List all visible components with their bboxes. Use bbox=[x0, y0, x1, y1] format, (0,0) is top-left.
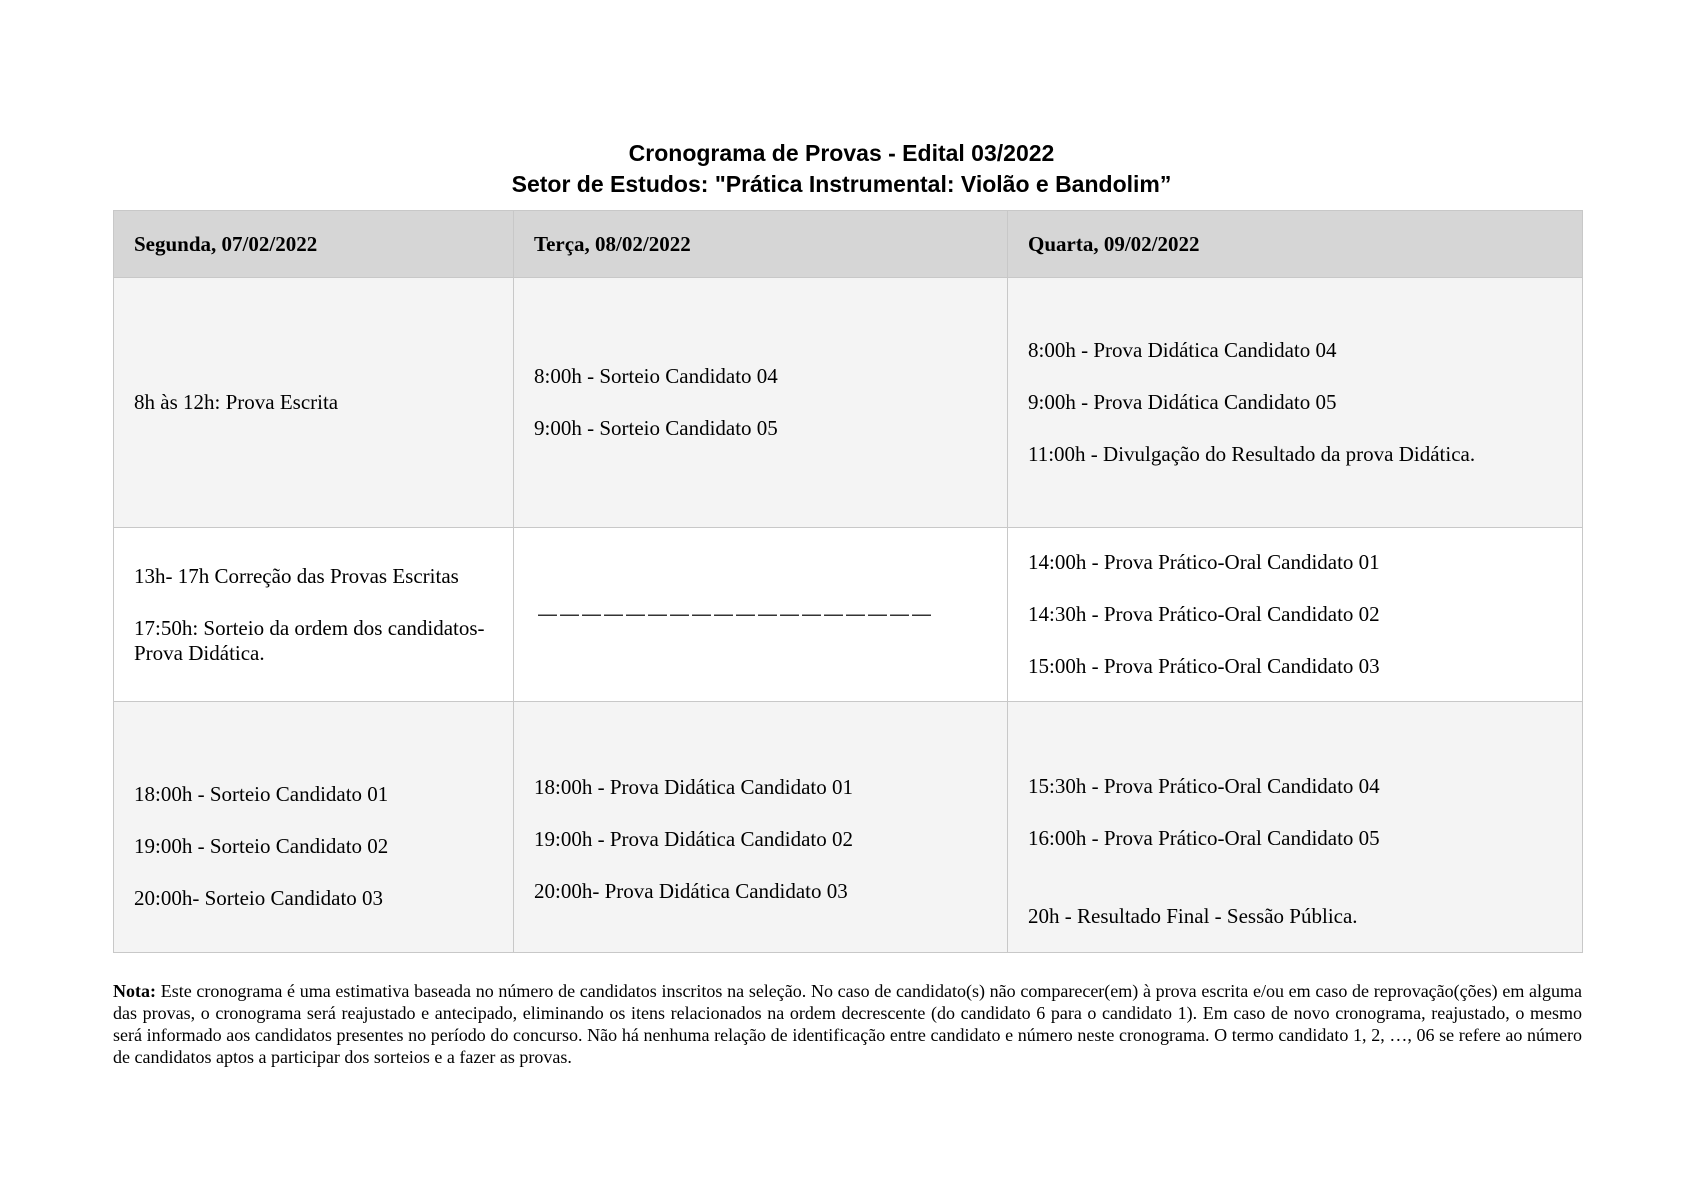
schedule-entry: 18:00h - Prova Didática Candidato 01 bbox=[534, 774, 854, 799]
cell-tuesday-afternoon bbox=[514, 528, 1008, 702]
title-line-2: Setor de Estudos: "Prática Instrumental: Violão e Bandolim” bbox=[511, 171, 1172, 197]
footnote bbox=[113, 980, 1582, 1068]
note-label: Nota: bbox=[113, 981, 156, 1001]
schedule-entry: 9:00h - Sorteio Candidato 05 bbox=[534, 416, 778, 440]
note-text: Este cronograma é uma estimativa baseada no número de candidatos inscritos na seleção. No caso de candidato(s) não comparecer(em) à prova escrita e/ou em caso de reprovação(ções) em alguma das provas, o cronograma será reajustado e antecipado, eliminando os itens relacionados na ordem decrescente (do candidato 6 para o candidato 1). Em caso de novo cronograma, reajustado, o mesmo será informado aos candidatos presentes no período do concurso. Não há nenhuma relação de identificação entre candidato e número neste cronograma. O termo candidato 1, 2, …, 06 se refere ao número de candidatos aptos a participar dos sorteios e a fazer as provas. bbox=[113, 981, 1582, 1067]
document-title bbox=[0, 138, 1683, 200]
cell-tuesday-morning bbox=[514, 278, 1008, 528]
schedule-entry: 20:00h- Prova Didática Candidato 03 bbox=[534, 878, 848, 903]
schedule-entry: 19:00h - Sorteio Candidato 02 bbox=[134, 833, 389, 858]
schedule-entry: 11:00h - Divulgação do Resultado da prova Didática. bbox=[1028, 442, 1476, 466]
schedule-table bbox=[113, 210, 1583, 953]
header-row bbox=[114, 211, 1583, 278]
cell-wednesday-evening bbox=[1008, 702, 1583, 953]
schedule-entry: 19:00h - Prova Didática Candidato 02 bbox=[534, 826, 854, 851]
schedule-entry: 15:00h - Prova Prático-Oral Candidato 03 bbox=[1028, 654, 1380, 678]
header-monday: Segunda, 07/02/2022 bbox=[114, 211, 514, 278]
schedule-entry: 20h - Resultado Final - Sessão Pública. bbox=[1028, 904, 1358, 928]
cell-monday-afternoon bbox=[114, 528, 514, 702]
schedule-entry: 14:00h - Prova Prático-Oral Candidato 01 bbox=[1028, 550, 1380, 574]
schedule-entry: 13h- 17h Correção das Provas Escritas bbox=[134, 563, 459, 588]
schedule-entry: 9:00h - Prova Didática Candidato 05 bbox=[1028, 390, 1337, 414]
cell-wednesday-afternoon bbox=[1008, 528, 1583, 702]
table-row bbox=[114, 278, 1583, 528]
empty-dash-line: —————————————————— bbox=[537, 602, 933, 626]
cell-tuesday-evening bbox=[514, 702, 1008, 953]
schedule-entry: 8:00h - Sorteio Candidato 04 bbox=[534, 364, 778, 388]
schedule-entry: 8:00h - Prova Didática Candidato 04 bbox=[1028, 338, 1337, 362]
schedule-entry: 15:30h - Prova Prático-Oral Candidato 04 bbox=[1028, 774, 1380, 798]
schedule-entry: 16:00h - Prova Prático-Oral Candidato 05 bbox=[1028, 826, 1380, 850]
cell-monday-evening bbox=[114, 702, 514, 953]
header-wednesday: Quarta, 09/02/2022 bbox=[1008, 211, 1583, 278]
schedule-entry: 20:00h- Sorteio Candidato 03 bbox=[134, 885, 384, 910]
schedule-entry: 14:30h - Prova Prático-Oral Candidato 02 bbox=[1028, 602, 1380, 626]
cell-monday-morning bbox=[114, 278, 514, 528]
schedule-entry: 8h às 12h: Prova Escrita bbox=[134, 390, 339, 414]
schedule-entry: 17:50h: Sorteio da ordem dos candidatos- Prova Didática. bbox=[134, 615, 485, 665]
cell-wednesday-morning bbox=[1008, 278, 1583, 528]
table-row bbox=[114, 702, 1583, 953]
title-line-1: Cronograma de Provas - Edital 03/2022 bbox=[628, 140, 1055, 166]
schedule-entry: 18:00h - Sorteio Candidato 01 bbox=[134, 781, 389, 806]
header-tuesday: Terça, 08/02/2022 bbox=[514, 211, 1008, 278]
table-row bbox=[114, 528, 1583, 702]
